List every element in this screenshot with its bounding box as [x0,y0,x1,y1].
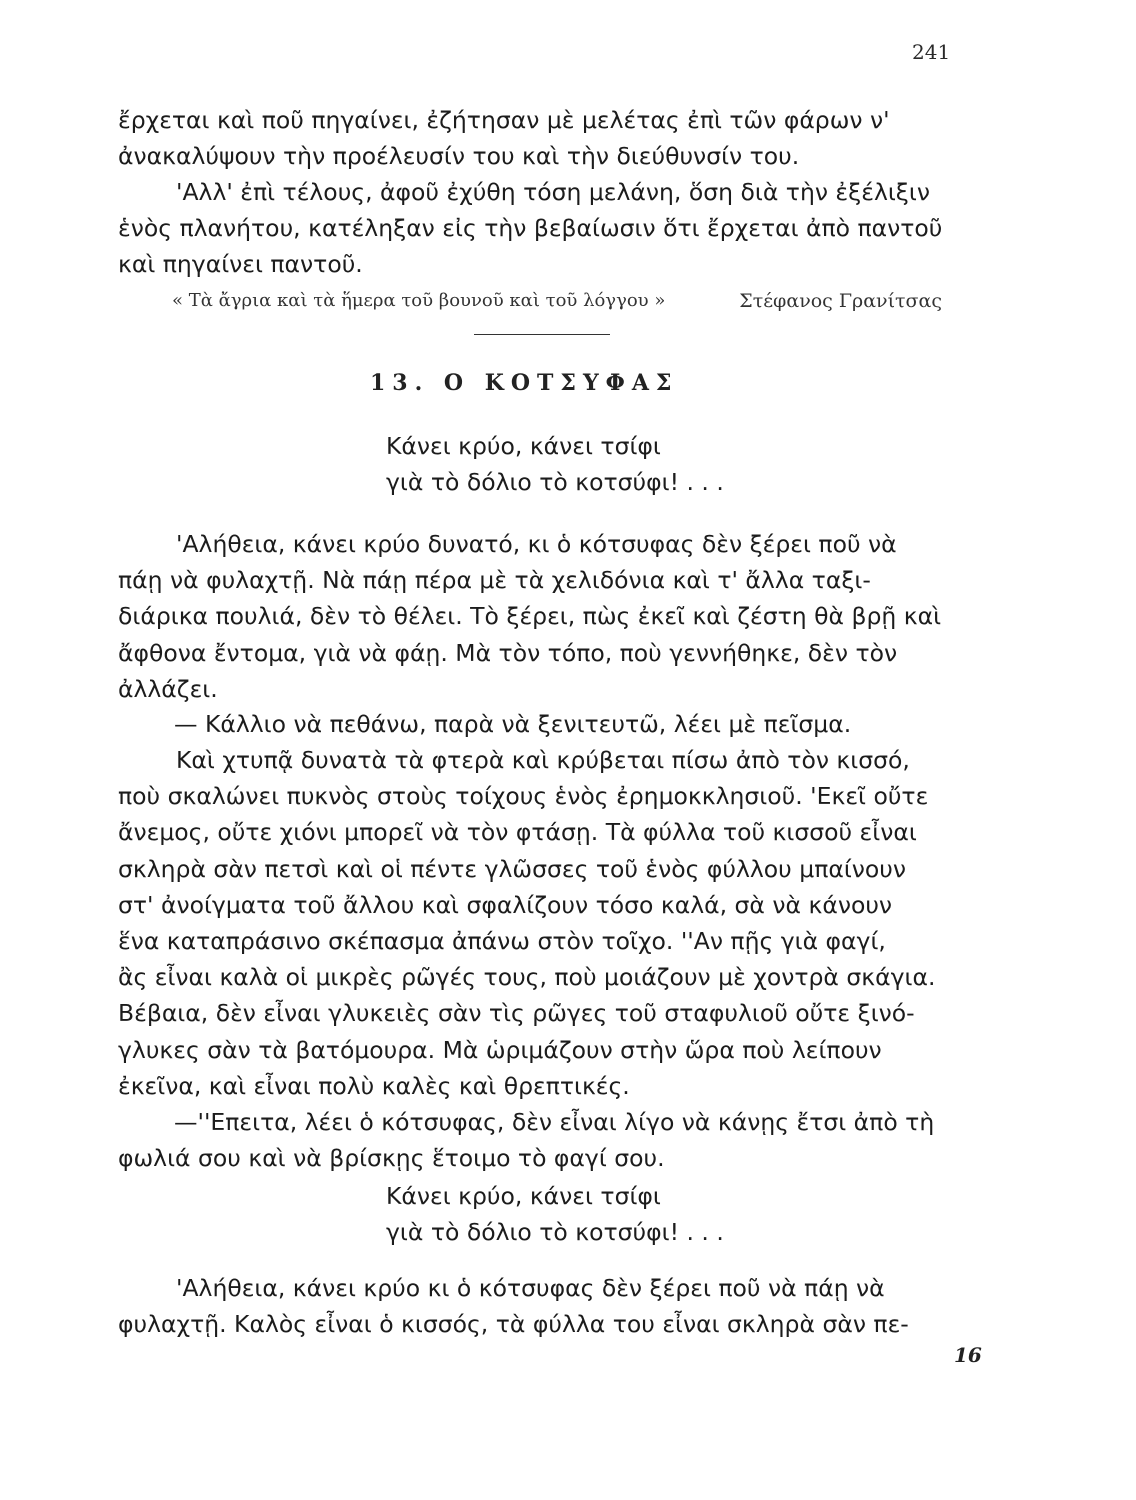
paragraph-1 [118,526,976,707]
text-line: ἔρχεται καὶ ποῦ πηγαίνει, ἐζήτησαν μὲ μελέτας ἐπὶ τῶν φάρων ν' [118,106,890,134]
signature-mark: 16 [954,1343,982,1367]
paragraph-3 [118,742,976,1104]
verse-line: γιὰ τὸ δόλιο τὸ κοτσύφι! . . . [386,1218,724,1246]
opening-paragraph [118,102,976,174]
text-line: ἕνα καταπράσινο σκέπασμα ἀπάνω στὸν τοῖχο. ''Αν πῇς γιὰ φαγί, [118,927,886,956]
text-line: πάῃ νὰ φυλαχτῇ. Νὰ πάῃ πέρα μὲ τὰ χελιδόνια καὶ τ' ἄλλα ταξι- [118,566,871,595]
text-line: γλυκες σὰν τὰ βατόμουρα. Μὰ ὡριμάζουν στὴν ὥρα ποὺ λείπουν [118,1035,882,1064]
text-line: διάρικα πουλιά, δὲν τὸ θέλει. Τὸ ξέρει, πὼς ἐκεῖ καὶ ζέστη θὰ βρῇ καὶ [118,602,942,631]
text-line: φωλιά σου καὶ νὰ βρίσκῃς ἕτοιμο τὸ φαγί σου. [118,1144,665,1173]
source-title: « Τὰ ἄγρια καὶ τὰ ἥμερα τοῦ βουνοῦ καὶ τοῦ λόγγου » [172,290,666,311]
verse-line: Κάνει κρύο, κάνει τσίφι [386,1182,661,1210]
verse-line: Κάνει κρύο, κάνει τσίφι [386,432,661,460]
verse-refrain-1 [386,428,724,500]
text-line: ἀνακαλύψουν τὴν προέλευσίν του καὶ τὴν διεύθυνσίν του. [118,142,800,171]
text-line: ἐκεῖνα, καὶ εἶναι πολὺ καλὲς καὶ θρεπτικές. [118,1071,630,1100]
text-line: ἄνεμος, οὔτε χιόνι μπορεῖ νὰ τὸν φτάσῃ. Τὰ φύλλα τοῦ κισσοῦ εἶναι [118,818,917,847]
paragraph-4 [118,1104,976,1176]
text-line: φυλαχτῇ. Καλὸς εἶναι ὁ κισσός, τὰ φύλλα του εἶναι σκληρὰ σὰν πε- [118,1310,909,1339]
text-line: ἑνὸς πλανήτου, κατέληξαν εἰς τὴν βεβαίωσιν ὅτι ἔρχεται ἀπὸ παντοῦ [118,214,943,243]
conclusion-paragraph [118,174,976,283]
text-line: 'Αλήθεια, κάνει κρύο δυνατό, κι ὁ κότσυφας δὲν ξέρει ποῦ νὰ [176,530,897,558]
text-line: ἀλλάζει. [118,674,218,703]
text-line: —''Επειτα, λέει ὁ κότσυφας, δὲν εἶναι λίγο νὰ κάνῃς ἔτσι ἀπὸ τὴ [174,1108,935,1136]
text-line: ἂς εἶναι καλὰ οἱ μικρὲς ρῶγές τους, ποὺ μοιάζουν μὲ χοντρὰ σκάγια. [118,963,936,992]
text-line: Καὶ χτυπᾷ δυνατὰ τὰ φτερὰ καὶ κρύβεται πίσω ἀπὸ τὸν κισσό, [176,746,910,774]
text-line: 'Αλλ' ἐπὶ τέλους, ἀφοῦ ἐχύθη τόση μελάνη, ὅση διὰ τὴν ἐξέλιξιν [176,178,930,206]
text-line: ποὺ σκαλώνει πυκνὸς στοὺς τοίχους ἑνὸς ἐρημοκκλησιοῦ. 'Εκεῖ οὔτε [118,782,929,811]
section-divider [474,334,610,335]
text-line: 'Αλήθεια, κάνει κρύο κι ὁ κότσυφας δὲν ξέρει ποῦ νὰ πάῃ νὰ [176,1274,885,1302]
text-line: στ' ἀνοίγματα τοῦ ἄλλου καὶ σφαλίζουν τόσο καλά, σὰ νὰ κάνουν [118,890,893,919]
closing-paragraph [118,1270,976,1342]
paragraph-2 [118,706,976,742]
text-line: ἄφθονα ἔντομα, γιὰ νὰ φάῃ. Μὰ τὸν τόπο, ποὺ γεννήθηκε, δὲν τὸν [118,638,898,667]
text-line: σκληρὰ σὰν πετσὶ καὶ οἱ πέντε γλῶσσες τοῦ ἑνὸς φύλλου μπαίνουν [118,854,907,883]
source-author: Στέφανος Γρανίτσας [739,290,942,312]
text-line: — Κάλλιο νὰ πεθάνω, παρὰ νὰ ξενιτευτῶ, λέει μὲ πεῖσμα. [174,710,852,738]
text-line: καὶ πηγαίνει παντοῦ. [118,250,363,279]
verse-line: γιὰ τὸ δόλιο τὸ κοτσύφι! . . . [386,468,724,496]
verse-refrain-2 [386,1178,724,1250]
chapter-heading: 13. Ο ΚΟΤΣΥΦΑΣ [370,370,679,396]
page-number: 241 [912,40,951,64]
text-line: Βέβαια, δὲν εἶναι γλυκειὲς σὰν τὶς ρῶγες τοῦ σταφυλιοῦ οὔτε ξινό- [118,999,915,1028]
